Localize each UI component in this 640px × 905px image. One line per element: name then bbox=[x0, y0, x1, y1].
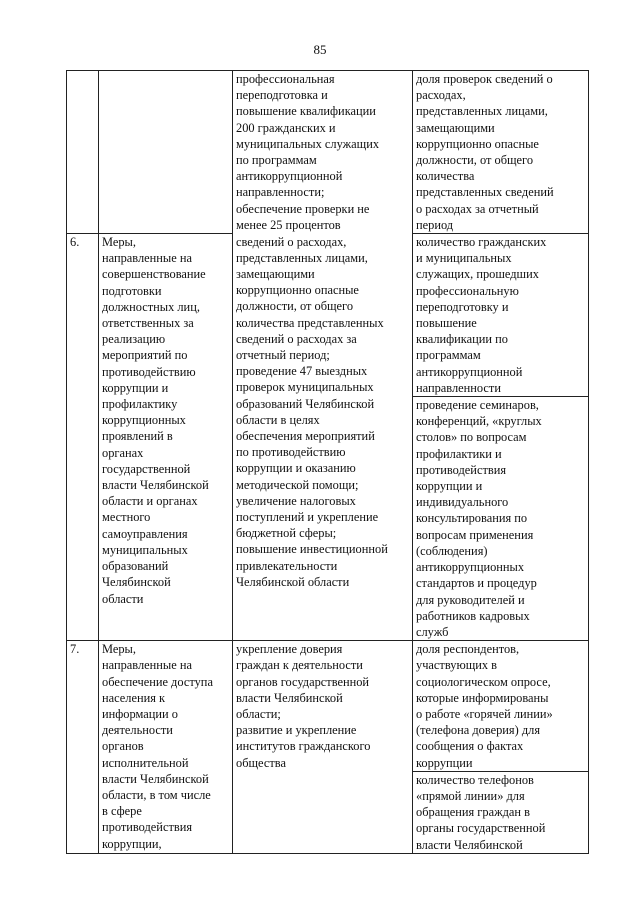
measure-cell: Меры, направленные на совершенствование подготовки должностных лиц, ответственных за реализацию мероприятий по противодействию коррупции и профилактику коррупционных проявлений в органах государственной власти Челябинской области и органах местного самоуправления муниципальных образований Челябинской области bbox=[99, 234, 233, 641]
task-cell: сведений о расходах, представленных лицами, замещающими коррупционно опасные должности, от общего количества представленных сведений о расходах за отчетный период; проведение 47 выездных проверок муниципальных образований Челябинской области в целях обеспечения мероприятий по противодействию коррупции и оказанию методической помощи; увеличение налоговых поступлений и укрепление бюджетной сферы; повышение инвестиционной привлекательности Челябинской области bbox=[233, 234, 413, 641]
table-row bbox=[67, 641, 589, 772]
measures-table bbox=[66, 70, 589, 854]
task-cell: укрепление доверия граждан к деятельности органов государственной власти Челябинской области; развитие и укрепление институтов гражданского общества bbox=[233, 641, 413, 854]
row-number: 7. bbox=[67, 641, 99, 854]
indicator-cell: доля респондентов, участвующих в социологическом опросе, которые информированы о работе «горячей линии» (телефона доверия) для сообщения о фактах коррупции bbox=[413, 641, 589, 772]
measure-cell: Меры, направленные на обеспечение доступа населения к информации о деятельности органов исполнительной власти Челябинской области, в том числе в сфере противодействия коррупции, bbox=[99, 641, 233, 854]
indicator-cell: доля проверок сведений о расходах, представленных лицами, замещающими коррупционно опасные должности, от общего количества представленных сведений о расходах за отчетный период bbox=[413, 71, 589, 234]
task-cell: профессиональная переподготовка и повышение квалификации 200 гражданских и муниципальных служащих по программам антикоррупционной направленности; обеспечение проверки не менее 25 процентов bbox=[233, 71, 413, 234]
table-row bbox=[67, 71, 589, 234]
page-number: 85 bbox=[313, 42, 327, 57]
row-number: 6. bbox=[67, 234, 99, 641]
indicator-cell: количество телефонов «прямой линии» для обращения граждан в органы государственной власти Челябинской bbox=[413, 771, 589, 853]
row-number bbox=[67, 71, 99, 234]
indicator-cell: количество гражданских и муниципальных служащих, прошедших профессиональную переподготовку и повышение квалификации по программам антикоррупционной направленности bbox=[413, 234, 589, 397]
measure-cell bbox=[99, 71, 233, 234]
indicator-cell: проведение семинаров, конференций, «круглых столов» по вопросам профилактики и противодействия коррупции и индивидуального консультирования по вопросам применения (соблюдения) антикоррупционных стандартов и процедур для руководителей и работников кадровых служб bbox=[413, 397, 589, 641]
table-row bbox=[67, 234, 589, 397]
